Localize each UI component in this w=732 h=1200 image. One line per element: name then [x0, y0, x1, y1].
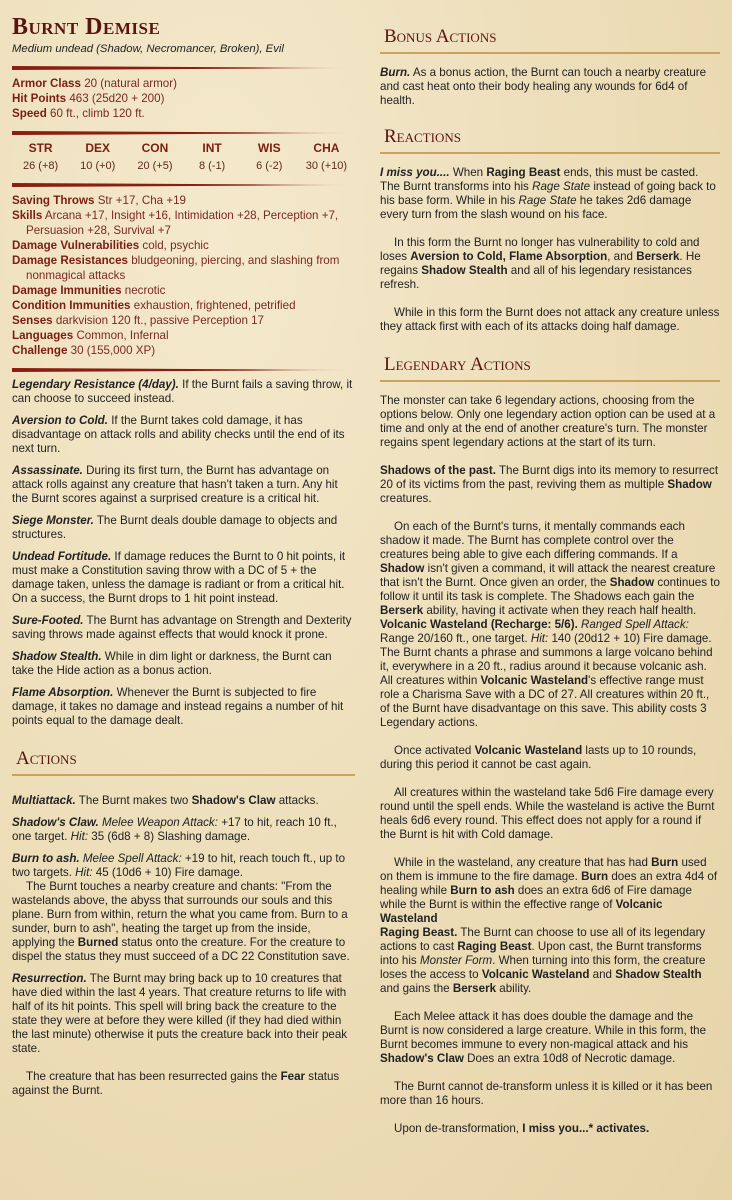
divider [12, 131, 355, 135]
legendary-intro: The monster can take 6 legendary actions, choosing from the options below. Only one legendary action option can be used at a time and only at the end of another creature's turn. The monster regains spent legendary actions at the start of its turn. [380, 394, 716, 449]
ability-str: STR 26 (+8) [22, 141, 59, 172]
raging-beast-melee: Each Melee attack it has does double the damage and the Burnt is now considered a large creature. While in this form, the Burnt becomes immune to every non-magical attack and his Shadow's Claw Does an extra 10d8 of Necrotic damage. [380, 1010, 707, 1065]
raging-beast-detransform: The Burnt cannot de-transform unless it is killed or it has been more than 16 hours. [380, 1080, 713, 1107]
shadows-of-the-past-detail: On each of the Burnt's turns, it mentally commands each shadow it made. The Burnt has complete control over the creatures being able to give each differing commands. If a Shadow isn't given a command, it will attack the nearest creature that isn't the Burnt. Once given an order, the Shadow continues to follow it until its task is complete. The Shadows each gain the Berserk ability, having it activate when they reach half health. [380, 520, 720, 617]
miss-you-form: In this form the Burnt no longer has vulnerability to cold and loses Aversion to Cold, Flame Absorption, and Berserk. He regains Shadow Stealth and all of his legendary resistances refresh. [380, 236, 701, 291]
reactions-heading: Reactions [380, 126, 720, 154]
ability-con: CON 20 (+5) [137, 141, 173, 172]
hit-points: Hit Points 463 (25d20 + 200) [12, 92, 165, 105]
legendary-volcanic-wasteland: Volcanic Wasteland (Recharge: 5/6). Ranged Spell Attack: Range 20/160 ft., one target. Hit: 140 (20d12 + 10) Fire damage. The Burnt chants a phrase and summons a large volcano behind it, everywhere in a 20 ft., radius around it because volcanic ash. All creatures within Volcanic Wasteland's effective range must role a Charisma Save with a DC of 27. All creatures within 20 ft., of the Burnt have disadvantage on this save. This ability costs 3 Legendary actions. [380, 618, 713, 729]
divider [12, 368, 355, 372]
trait-shadow-stealth: Shadow Stealth. While in dim light or darkness, the Burnt can take the Hide action as a bonus action. [12, 650, 332, 677]
resurrection-note: The creature that has been resurrected gains the Fear status against the Burnt. [12, 1070, 340, 1097]
volcanic-damage: All creatures within the wasteland take 5d6 Fire damage every round until the spell ends. While the wasteland is active the Burnt heals 6d6 every round. This effect does not apply for a round if the Burnt is hit with Cold damage. [380, 786, 715, 841]
volcanic-burn-interaction: While in the wasteland, any creature that has had Burn used on them is immune to the fire damage. Burn does an extra 4d4 of healing while Burn to ash does an extra 6d6 of Fire damage while the Burnt is within the effective range of Volcanic Wasteland [380, 856, 718, 925]
volcanic-duration: Once activated Volcanic Wasteland lasts up to 10 rounds, during this period it cannot be cast again. [380, 744, 697, 771]
senses: Senses darkvision 120 ft., passive Perception 17 [12, 314, 265, 327]
trait-flame-absorption: Flame Absorption. Whenever the Burnt is subjected to fire damage, it takes no damage and instead regains a number of hit points equal to the damage dealt. [12, 686, 344, 727]
ability-dex: DEX 10 (+0) [80, 141, 116, 172]
bonus-burn: Burn. As a bonus action, the Burnt can touch a nearby creature and cast heat onto their body healing any wounds for 6d4 of health. [380, 66, 707, 107]
trait-legendary-resistance: Legendary Resistance (4/day). If the Burnt fails a saving throw, it can choose to succeed instead. [12, 378, 353, 405]
legendary-shadows-of-the-past: Shadows of the past. The Burnt digs into its memory to resurrect 20 of its victims from the past, reviving them as multiple Shadow creatures. [380, 464, 719, 505]
saving-throws: Saving Throws Str +17, Cha +19 [12, 194, 187, 207]
trait-aversion-to-cold: Aversion to Cold. If the Burnt takes cold damage, it has disadvantage on attack rolls and ability checks until the end of its next turn. [12, 414, 345, 455]
speed: Speed 60 ft., climb 120 ft. [12, 107, 145, 120]
actions-heading: Actions [12, 748, 355, 776]
action-burn-to-ash: Burn to ash. Melee Spell Attack: +19 to hit, reach touch ft., up to two targets. Hit: 45 (10d6 + 10) Fire damage. [12, 852, 346, 879]
divider [12, 183, 355, 187]
legendary-actions-heading: Legendary Actions [380, 354, 720, 382]
languages: Languages Common, Infernal [12, 329, 169, 342]
bonus-actions-heading: Bonus Actions [380, 26, 720, 54]
reaction-miss-you: I miss you.... When Raging Beast ends, this must be casted. The Burnt transforms into his Rage State instead of going back to his base form. While in his Rage State he takes 2d6 damage every turn from the slash wound on his face. [380, 166, 716, 221]
properties [12, 193, 355, 358]
left-column [12, 0, 355, 1098]
ability-scores [12, 141, 355, 173]
action-multiattack: Multiattack. The Burnt makes two Shadow's Claw attacks. [12, 794, 319, 807]
trait-siege-monster: Siege Monster. The Burnt deals double damage to objects and structures. [12, 514, 338, 541]
action-shadows-claw: Shadow's Claw. Melee Weapon Attack: +17 to hit, reach 10 ft., one target. Hit: 35 (6d8 + 8) Slashing damage. [12, 816, 337, 843]
traits [12, 378, 355, 728]
raging-beast-end: Upon de-transformation, I miss you...* activates. [394, 1122, 650, 1135]
monster-type: Medium undead (Shadow, Necromancer, Broken), Evil [12, 43, 284, 55]
right-column [380, 0, 720, 1136]
monster-name: Burnt Demise [12, 14, 161, 40]
trait-undead-fortitude: Undead Fortitude. If damage reduces the Burnt to 0 hit points, it must make a Constitution saving throw with a DC of 5 + the damage taken, unless the damage is radiant or from a critical hit. On a success, the Burnt drops to 1 hit point instead. [12, 550, 346, 605]
damage-vulnerabilities: Damage Vulnerabilities cold, psychic [12, 239, 209, 252]
ability-int: INT 8 (-1) [198, 141, 226, 172]
trait-sure-footed: Sure-Footed. The Burnt has advantage on Strength and Dexterity saving throws made against effects that would knock it prone. [12, 614, 352, 641]
divider [12, 66, 355, 70]
armor-class: Armor Class 20 (natural armor) [12, 77, 177, 90]
ability-cha: CHA 30 (+10) [305, 141, 348, 172]
trait-assassinate: Assassinate. During its first turn, the Burnt has advantage on attack rolls against any creature that hasn't taken a turn. Any hit the Burnt scores against a surprised creature is a critical hit. [12, 464, 338, 505]
challenge: Challenge 30 (155,000 XP) [12, 344, 156, 357]
skills: Skills Arcana +17, Insight +16, Intimidation +28, Perception +7, Persuasion +28, Survival +7 [12, 209, 339, 237]
burn-to-ash-description: The Burnt touches a nearby creature and chants: "From the wastelands above, the abyss that surrounds our souls and this plane. Burn from within, return the what you came from. Burn to a sunder, burn to ash", heating the target up from the inside, applying the Burned status onto the creature. For the creature to dispel the status they must succeed of a DC 22 Constitution save. [12, 880, 350, 963]
condition-immunities: Condition Immunities exhaustion, frightened, petrified [12, 299, 296, 312]
legendary-raging-beast: Raging Beast. The Burnt can choose to use all of its legendary actions to cast Raging Beast. Upon cast, the Burnt transforms into his Monster Form. When turning into this form, the creature loses the access to Volcanic Wasteland and Shadow Stealth and gains the Berserk ability. [380, 926, 706, 995]
action-resurrection: Resurrection. The Burnt may bring back up to 10 creatures that have died within the last 4 years. That creature returns to life with half of its hit points. This spell will bring back the creature to the state they were at before they were killed (if they had died within the last minute) otherwise it puts the creature back into their peak state. [12, 972, 348, 1055]
miss-you-attack-note: While in this form the Burnt does not attack any creature unless they attack first with each of its attacks doing half damage. [380, 306, 720, 333]
damage-immunities: Damage Immunities necrotic [12, 284, 166, 297]
damage-resistances: Damage Resistances bludgeoning, piercing, and slashing from nonmagical attacks [12, 254, 340, 282]
ability-wis: WIS 6 (-2) [256, 141, 283, 172]
